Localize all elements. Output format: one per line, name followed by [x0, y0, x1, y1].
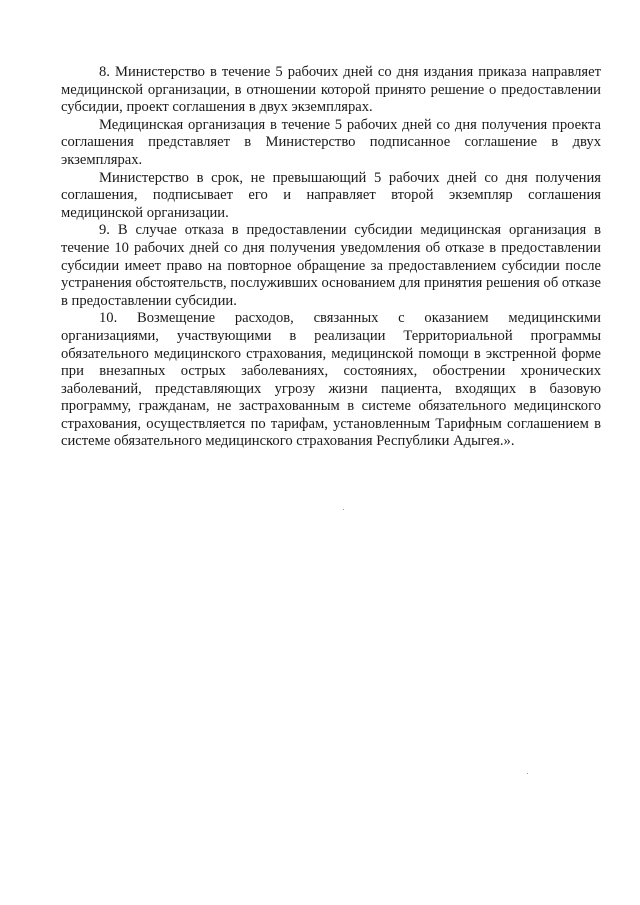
paragraph-8-signing: Министерство в срок, не превышающий 5 рабочих дней со дня получения соглашения, подписывает его и направляет второй экземпляр соглашения медицинской организации.: [61, 169, 601, 221]
paragraph-8: 8. Министерство в течение 5 рабочих дней со дня издания приказа направляет медицинской организации, в отношении которой принято решение о предоставлении субсидии, проект соглашения в двух экземплярах.: [61, 64, 601, 116]
paragraph-8-delivery: Медицинская организация в течение 5 рабочих дней со дня получения проекта соглашения представляет в Министерство подписанное соглашение в двух экземплярах.: [61, 116, 601, 168]
paragraph-9: 9. В случае отказа в предоставлении субсидии медицинская организация в течение 10 рабочих дней со дня получения уведомления об отказе в предоставлении субсидии имеет право на повторное обращение за предоставлением субсидии после устранения обстоятельств, послуживших основанием для принятия решения об отказе в предоставлении субсидии.: [61, 222, 601, 309]
document-body: [61, 64, 601, 451]
scan-speck: [527, 773, 528, 774]
paragraph-10: 10. Возмещение расходов, связанных с оказанием медицинскими организациями, участвующими в реализации Территориальной программы обязательного медицинского страхования, медицинской помощи в экстренной форме при внезапных острых заболеваниях, состояниях, обострении хронических заболеваний, представляющих угрозу жизни пациента, входящих в базовую программу, гражданам, не застрахованным в системе обязательного медицинского страхования, осуществляется по тарифам, установленным Тарифным соглашением в системе обязательного медицинского страхования Республики Адыгея.».: [61, 310, 601, 450]
scan-speck: [343, 509, 344, 510]
